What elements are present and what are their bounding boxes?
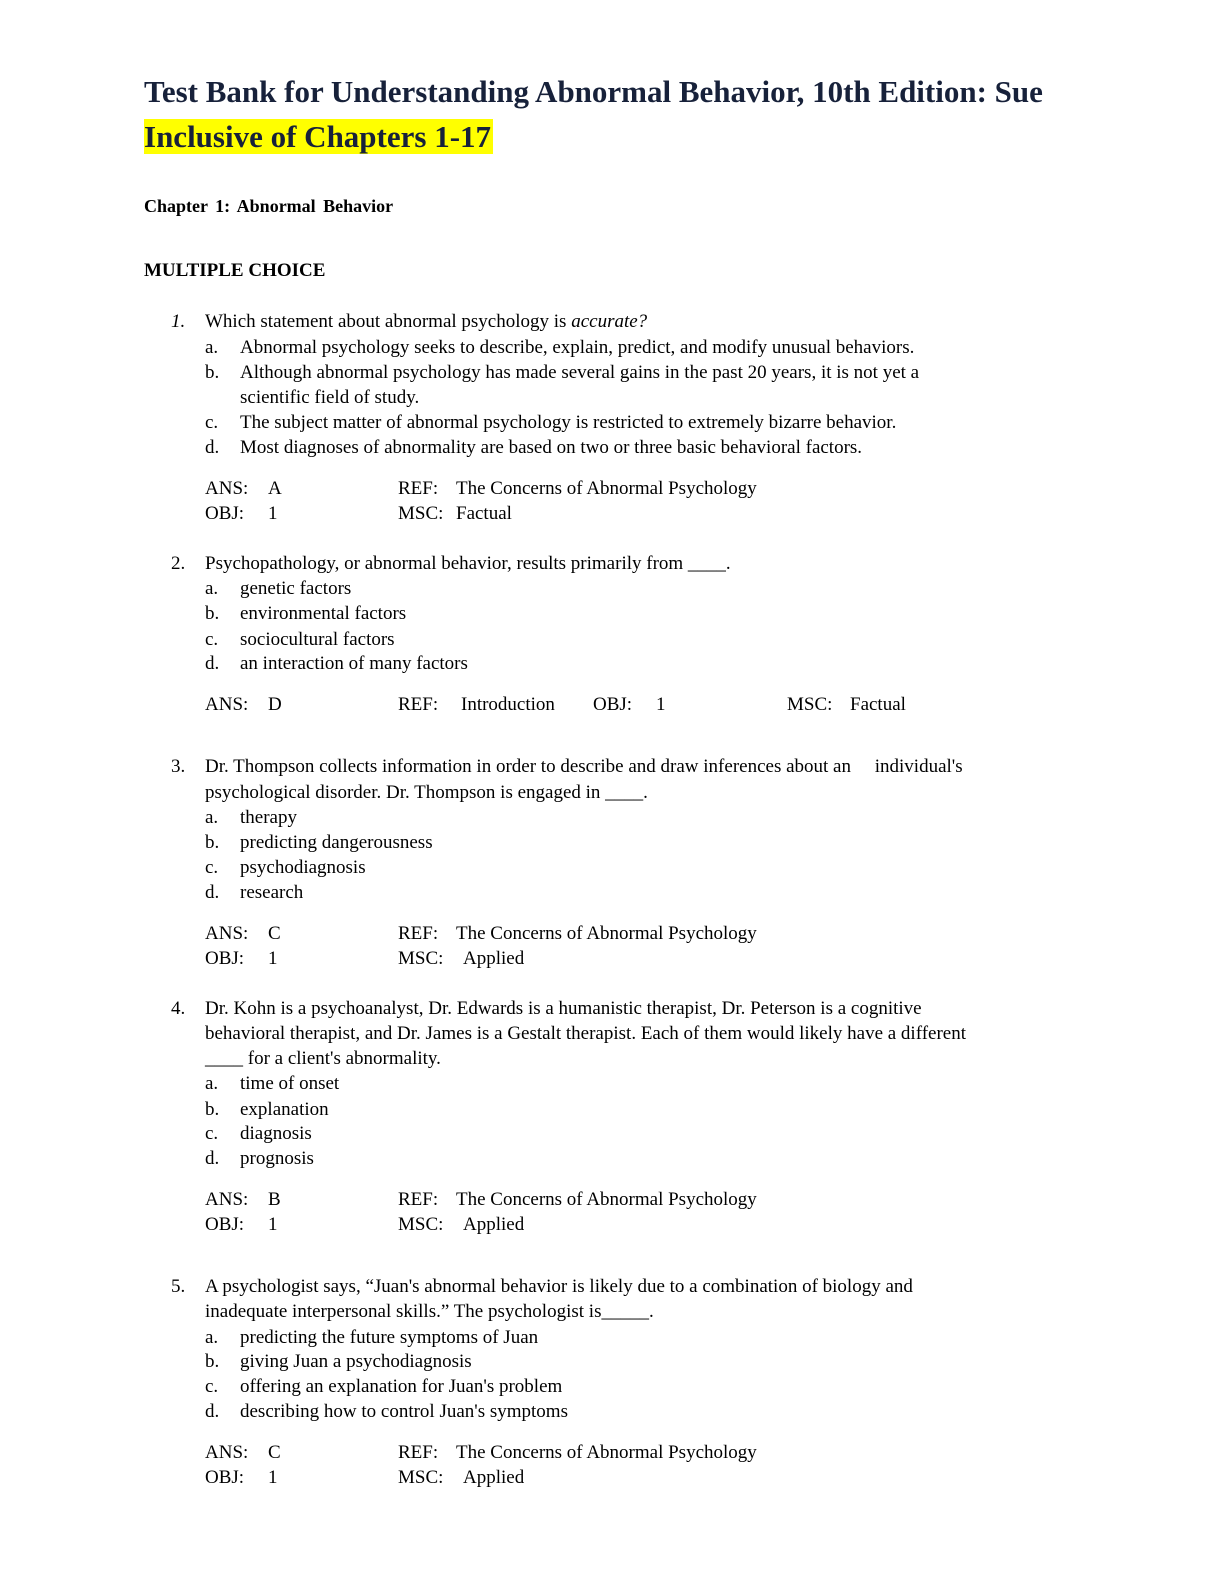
option-letter: b.: [205, 1351, 220, 1372]
msc-label: MSC:: [398, 503, 444, 524]
ref-label: REF:: [398, 478, 439, 499]
obj-label: OBJ:: [205, 1214, 245, 1235]
option-text: sociocultural factors: [240, 629, 395, 650]
msc-value: Factual: [850, 694, 906, 715]
ans-value: C: [268, 1442, 281, 1463]
msc-label: MSC:: [398, 1214, 444, 1235]
option-letter: b.: [205, 603, 220, 624]
option-text: therapy: [240, 807, 297, 828]
obj-label: OBJ:: [205, 948, 245, 969]
option-letter: a.: [205, 578, 219, 599]
option-text: predicting dangerousness: [240, 832, 433, 853]
msc-value: Applied: [463, 1214, 525, 1235]
option-letter: b.: [205, 1099, 220, 1120]
option-letter: c.: [205, 1376, 219, 1397]
question-stem: psychological disorder. Dr. Thompson is engaged in ____.: [205, 782, 648, 803]
msc-value: Applied: [463, 1467, 525, 1488]
section-heading: MULTIPLE CHOICE: [144, 260, 326, 281]
option-text: The subject matter of abnormal psychology is restricted to extremely bizarre behavior.: [240, 412, 897, 433]
msc-label: MSC:: [398, 948, 444, 969]
ans-label: ANS:: [205, 1442, 249, 1463]
ref-value: The Concerns of Abnormal Psychology: [456, 1189, 757, 1210]
option-letter: b.: [205, 832, 220, 853]
option-text: offering an explanation for Juan's problem: [240, 1376, 563, 1397]
obj-value: 1: [268, 1467, 278, 1488]
ans-value: D: [268, 694, 282, 715]
ans-value: B: [268, 1189, 281, 1210]
question-stem: Psychopathology, or abnormal behavior, results primarily from ____.: [205, 553, 731, 574]
ans-label: ANS:: [205, 923, 249, 944]
ans-label: ANS:: [205, 1189, 249, 1210]
option-letter: a.: [205, 807, 219, 828]
option-letter: d.: [205, 882, 220, 903]
option-text: genetic factors: [240, 578, 352, 599]
question-stem: Dr. Thompson collects information in order to describe and draw inferences about an individual's: [205, 756, 963, 777]
question-number: 4.: [171, 998, 186, 1019]
option-text-continued: scientific field of study.: [240, 387, 420, 408]
option-text: time of onset: [240, 1073, 340, 1094]
emphasis-text: accurate?: [571, 311, 648, 332]
option-text: explanation: [240, 1099, 329, 1120]
option-text: Although abnormal psychology has made several gains in the past 20 years, it is not yet a: [240, 362, 920, 383]
ans-value: C: [268, 923, 281, 944]
ans-label: ANS:: [205, 478, 249, 499]
option-text: environmental factors: [240, 603, 407, 624]
option-letter: d.: [205, 1401, 220, 1422]
option-letter: a.: [205, 1327, 219, 1348]
option-letter: c.: [205, 629, 219, 650]
obj-value: 1: [268, 1214, 278, 1235]
option-text: research: [240, 882, 304, 903]
highlighted-title: Inclusive of Chapters 1-17: [144, 119, 492, 154]
ref-label: REF:: [398, 1189, 439, 1210]
option-text: giving Juan a psychodiagnosis: [240, 1351, 472, 1372]
ref-value: Introduction: [461, 694, 555, 715]
msc-value: Factual: [456, 503, 512, 524]
obj-label: OBJ:: [205, 1467, 245, 1488]
obj-label: OBJ:: [205, 503, 245, 524]
option-text: diagnosis: [240, 1123, 312, 1144]
option-letter: c.: [205, 1123, 219, 1144]
option-letter: c.: [205, 857, 219, 878]
question-stem: Dr. Kohn is a psychoanalyst, Dr. Edwards is a humanistic therapist, Dr. Peterson is a cognitive: [205, 998, 922, 1019]
question-number: 5.: [171, 1276, 186, 1297]
option-text: describing how to control Juan's symptoms: [240, 1401, 568, 1422]
option-letter: a.: [205, 1073, 219, 1094]
ref-label: REF:: [398, 694, 439, 715]
option-text: psychodiagnosis: [240, 857, 366, 878]
obj-value: 1: [656, 694, 666, 715]
ans-value: A: [268, 478, 282, 499]
option-text: Most diagnoses of abnormality are based on two or three basic behavioral factors.: [240, 437, 863, 458]
question-stem: Which statement about abnormal psychology is accurate?: [205, 311, 648, 332]
option-text: prognosis: [240, 1148, 314, 1169]
question-stem: behavioral therapist, and Dr. James is a Gestalt therapist. Each of them would likely have a different: [205, 1023, 966, 1044]
option-letter: a.: [205, 337, 219, 358]
ref-value: The Concerns of Abnormal Psychology: [456, 478, 757, 499]
chapter-heading: Chapter 1: Abnormal Behavior: [144, 196, 394, 216]
msc-label: MSC:: [398, 1467, 444, 1488]
document-title-line-2: [144, 119, 493, 155]
option-text: Abnormal psychology seeks to describe, explain, predict, and modify unusual behaviors.: [240, 337, 915, 358]
ans-label: ANS:: [205, 694, 249, 715]
msc-value: Applied: [463, 948, 525, 969]
obj-value: 1: [268, 948, 278, 969]
question-stem: ____ for a client's abnormality.: [205, 1048, 441, 1069]
option-letter: c.: [205, 412, 219, 433]
question-number: 2.: [171, 553, 186, 574]
ref-value: The Concerns of Abnormal Psychology: [456, 923, 757, 944]
question-number: 1.: [171, 311, 186, 332]
ref-label: REF:: [398, 1442, 439, 1463]
option-letter: d.: [205, 653, 220, 674]
ref-label: REF:: [398, 923, 439, 944]
question-stem: A psychologist says, “Juan's abnormal behavior is likely due to a combination of biology and: [205, 1276, 913, 1297]
option-letter: d.: [205, 1148, 220, 1169]
option-text: an interaction of many factors: [240, 653, 468, 674]
msc-label: MSC:: [787, 694, 833, 715]
question-stem: inadequate interpersonal skills.” The psychologist is_____.: [205, 1301, 654, 1322]
option-letter: b.: [205, 362, 220, 383]
ref-value: The Concerns of Abnormal Psychology: [456, 1442, 757, 1463]
obj-value: 1: [268, 503, 278, 524]
question-number: 3.: [171, 756, 186, 777]
document-title-line-1: Test Bank for Understanding Abnormal Behavior, 10th Edition: Sue: [144, 74, 1043, 109]
option-text: predicting the future symptoms of Juan: [240, 1327, 539, 1348]
obj-label: OBJ:: [593, 694, 633, 715]
option-letter: d.: [205, 437, 220, 458]
